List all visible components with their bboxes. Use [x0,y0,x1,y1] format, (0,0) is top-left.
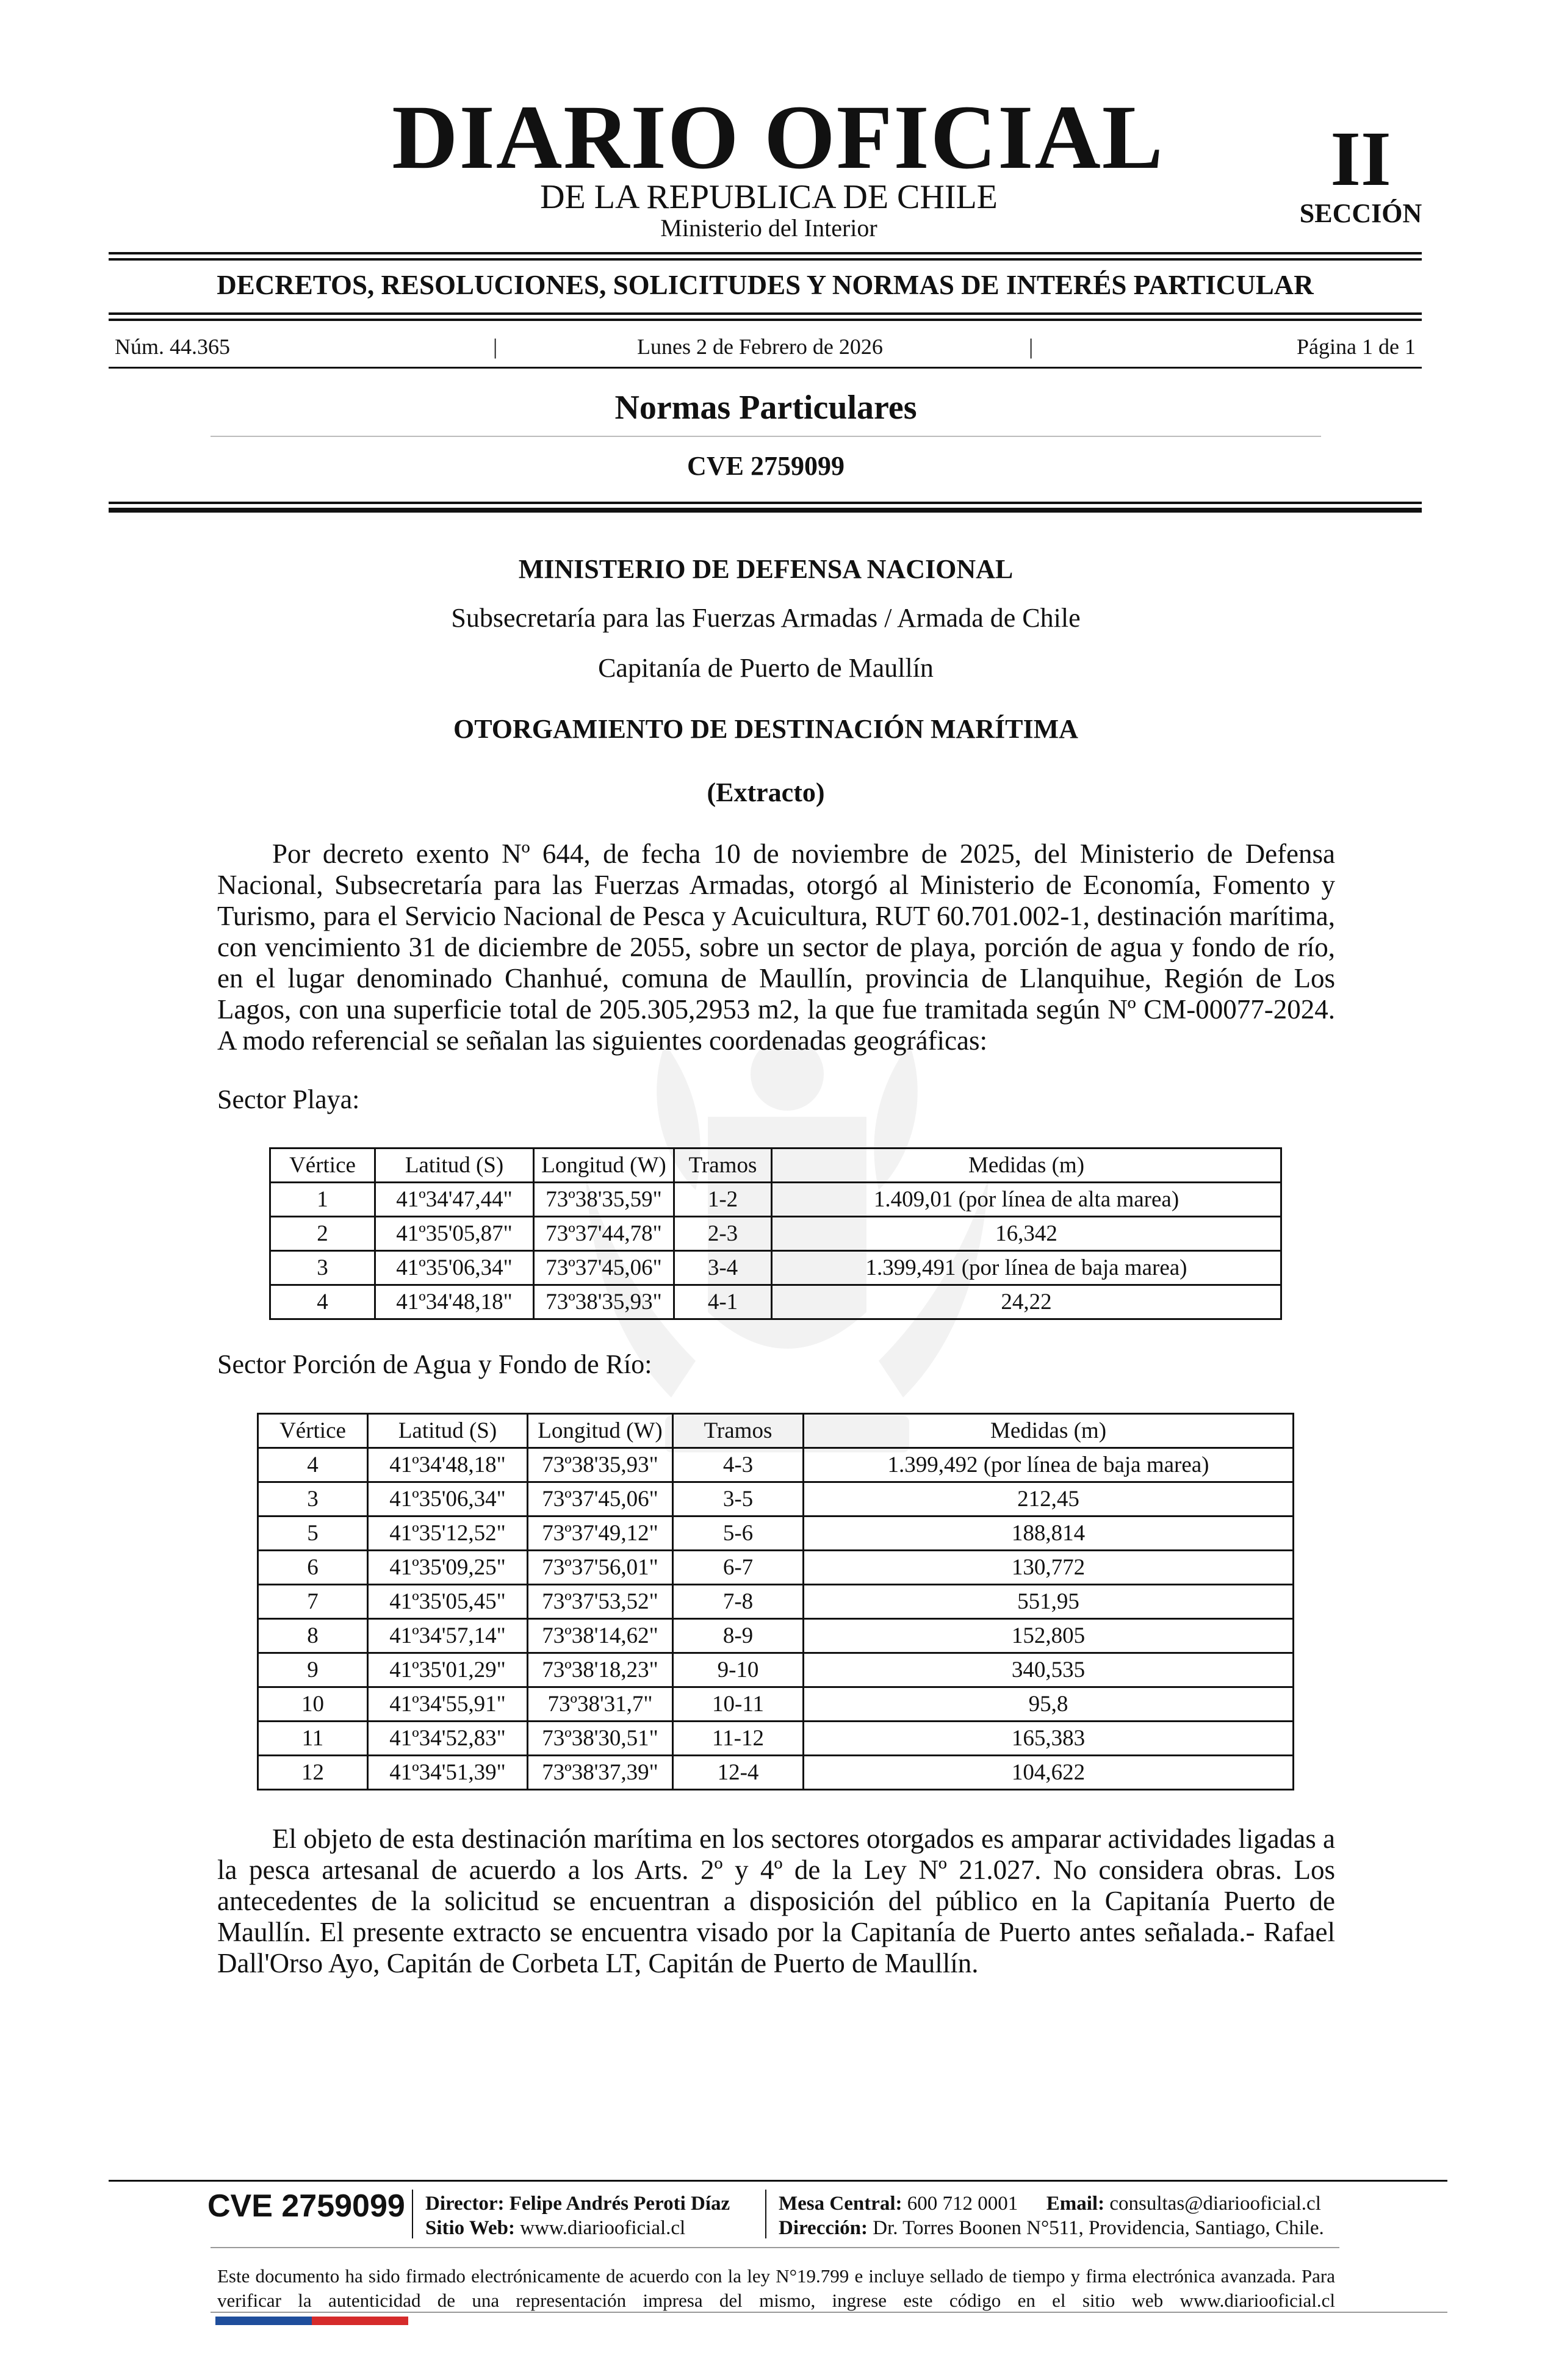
sector-agua-label: Sector Porción de Agua y Fondo de Río: [217,1349,652,1379]
address-value: Dr. Torres Boonen N°511, Providencia, Santiago, Chile. [873,2217,1324,2239]
table-cell: 1.399,492 (por línea de baja marea) [804,1448,1294,1482]
table-cell: 165,383 [804,1722,1294,1756]
table-cell: 11 [258,1722,368,1756]
col-header: Vértice [258,1414,368,1448]
footer-divider-2 [765,2190,766,2238]
site-link[interactable]: www.diariooficial.cl [520,2217,686,2239]
footer-cve-code: CVE 2759099 [207,2188,405,2224]
table-row [258,1585,1294,1619]
site-label: Sitio Web: [425,2217,516,2239]
table-cell: 41º35'09,25" [368,1551,528,1585]
col-header: Medidas (m) [804,1414,1294,1448]
table-cell: 41º34'51,39" [368,1756,528,1790]
table-cell: 95,8 [804,1687,1294,1722]
table-cell: 41º34'47,44" [375,1183,534,1217]
paragraph-decree-text: Por decreto exento Nº 644, de fecha 10 de noviembre de 2025, del Ministerio de Defensa Nacional, Subsecretaría para las Fuerzas Armadas, otorgó al Ministerio de Economía, Fomento y Turismo, para el Servicio Nacional de Pesca y Acuicultura, RUT 60.701.002-1, destinación marítima, con vencimiento 31 de diciembre de 2055, sobre un sector de playa, porción de agua y fondo de río, en el lugar denominado Chanhué, comuna de Maullín, provincia de Llanquihue, Región de Los Lagos, con una superficie total de 205.305,2953 m2, la que fue tramitada según Nº CM-00077-2024. A modo referencial se señalan las siguientes coordenadas geográficas: [217,838,1335,1056]
table-row [258,1687,1294,1722]
col-header: Tramos [673,1414,804,1448]
table-cell: 9 [258,1653,368,1687]
table-cell: 340,535 [804,1653,1294,1687]
col-header: Longitud (W) [528,1414,673,1448]
footer-rule-bottom [211,2312,1447,2313]
table-cell: 6-7 [673,1551,804,1585]
table-cell: 73º37'53,52" [528,1585,673,1619]
cve-rule-1 [109,502,1422,504]
section-label: SECCIÓN [1299,198,1422,228]
table-cell: 4 [270,1285,375,1319]
document-ministry: MINISTERIO DE DEFENSA NACIONAL [518,554,1014,584]
table-cell: 73º38'37,39" [528,1756,673,1790]
table-cell: 41º35'06,34" [368,1482,528,1516]
table-cell: 4 [258,1448,368,1482]
table-cell: 11-12 [673,1722,804,1756]
section-title-rule [211,436,1321,437]
disclaimer-text: Este documento ha sido firmado electrónicamente de acuerdo con la ley N°19.799 e incluye sellado de tiempo y firma electrónica avanzada. Para verificar la autenticidad de una representación impresa del mismo, ingrese este código en el sitio web www.diariooficial.cl [217,2265,1335,2311]
paragraph-decree [217,838,1335,1056]
category-rule-1 [109,312,1422,315]
table-cell: 41º34'52,83" [368,1722,528,1756]
table-row [258,1722,1294,1756]
table-cell: 73º37'44,78" [534,1217,674,1251]
flag-stripe-red [312,2317,408,2325]
table-row [258,1516,1294,1551]
cve-rule-2 [109,508,1422,513]
flag-stripe-blue [215,2317,312,2325]
table-row [258,1653,1294,1687]
section-number: II [1330,115,1391,202]
table-cell: 73º37'45,06" [528,1482,673,1516]
col-header: Tramos [674,1149,772,1183]
table-cell: 12-4 [673,1756,804,1790]
paragraph-purpose [217,1823,1335,1979]
table-cell: 3-5 [673,1482,804,1516]
document-title: OTORGAMIENTO DE DESTINACIÓN MARÍTIMA [453,714,1078,744]
col-header: Medidas (m) [772,1149,1281,1183]
footer-divider-1 [412,2190,413,2238]
separator-1: | [493,334,498,359]
issue-number: Núm. 44.365 [115,334,230,359]
table-cell: 104,622 [804,1756,1294,1790]
table-cell: 41º34'57,14" [368,1619,528,1653]
table-cell: 41º34'55,91" [368,1687,528,1722]
director-name: Felipe Andrés Peroti Díaz [509,2193,730,2215]
mesa-label: Mesa Central: [779,2193,902,2215]
table-cell: 73º38'31,7" [528,1687,673,1722]
document-subtitle: (Extracto) [707,777,825,807]
separator-2: | [1029,334,1034,359]
table-cell: 73º38'35,59" [534,1183,674,1217]
mesa-phone: 600 712 0001 [907,2193,1018,2215]
email-link[interactable]: consultas@diariooficial.cl [1109,2193,1321,2215]
table-cell: 188,814 [804,1516,1294,1551]
issue-info-rule [109,367,1422,369]
category-heading: DECRETOS, RESOLUCIONES, SOLICITUDES Y NORMAS DE INTERÉS PARTICULAR [217,270,1314,300]
footer-disclaimer [217,2264,1335,2313]
table-cell: 3-4 [674,1251,772,1285]
table-cell: 41º35'12,52" [368,1516,528,1551]
table-cell: 8-9 [673,1619,804,1653]
table-cell: 10-11 [673,1687,804,1722]
document-office: Capitanía de Puerto de Maullín [598,653,934,683]
address-label: Dirección: [779,2217,868,2239]
table-cell: 73º37'56,01" [528,1551,673,1585]
table-cell: 73º38'14,62" [528,1619,673,1653]
director-label: Director: [425,2193,505,2215]
table-cell: 73º38'18,23" [528,1653,673,1687]
table-cell: 73º38'30,51" [528,1722,673,1756]
table-cell: 152,805 [804,1619,1294,1653]
table-row [270,1285,1281,1319]
paragraph-purpose-text: El objeto de esta destinación marítima en los sectores otorgados es amparar actividades ligadas a la pesca artesanal de acuerdo a los Arts. 2º y 4º de la Ley Nº 21.027. No considera obras. Los antecedentes de la solicitud se encuentran a disposición del público en la Capitanía Puerto de Maullín. El presente extracto se encuentra visado por la Capitanía de Puerto antes señalada.- Rafael Dall'Orso Ayo, Capitán de Corbeta LT, Capitán de Puerto de Maullín. [217,1823,1335,1978]
footer-rule-top [109,2180,1447,2182]
table-cell: 41º34'48,18" [368,1448,528,1482]
table-cell: 73º37'45,06" [534,1251,674,1285]
footer-director [425,2194,730,2214]
table-row [258,1482,1294,1516]
table-cell: 551,95 [804,1585,1294,1619]
table-cell: 8 [258,1619,368,1653]
table-cell: 5-6 [673,1516,804,1551]
table-cell: 6 [258,1551,368,1585]
table-cell: 130,772 [804,1551,1294,1585]
section-title: Normas Particulares [614,389,917,427]
table-cell: 4-1 [674,1285,772,1319]
table-cell: 2 [270,1217,375,1251]
table-row [270,1251,1281,1285]
table-cell: 3 [270,1251,375,1285]
col-header: Longitud (W) [534,1149,674,1183]
table-cell: 73º38'35,93" [528,1448,673,1482]
table-cell: 1.399,491 (por línea de baja marea) [772,1251,1281,1285]
table-cell: 24,22 [772,1285,1281,1319]
footer-mesa-central [779,2194,1321,2214]
table-row [270,1183,1281,1217]
table-cell: 73º38'35,93" [534,1285,674,1319]
table-cell: 41º35'05,87" [375,1217,534,1251]
table-cell: 41º35'01,29" [368,1653,528,1687]
cve-code: CVE 2759099 [687,451,845,481]
table-row [258,1448,1294,1482]
table-cell: 3 [258,1482,368,1516]
footer-rule-mid [211,2247,1339,2248]
table-cell: 41º34'48,18" [375,1285,534,1319]
table-header-row [258,1414,1294,1448]
table-cell: 7 [258,1585,368,1619]
table-cell: 9-10 [673,1653,804,1687]
footer-site [425,2218,685,2238]
col-header: Latitud (S) [368,1414,528,1448]
table-cell: 4-3 [673,1448,804,1482]
sector-playa-label: Sector Playa: [217,1084,360,1114]
col-header: Latitud (S) [375,1149,534,1183]
document-subsecretary: Subsecretaría para las Fuerzas Armadas / Armada de Chile [451,603,1081,633]
email-label: Email: [1046,2193,1105,2215]
table-cell: 41º35'06,34" [375,1251,534,1285]
table-row [270,1217,1281,1251]
table-cell: 5 [258,1516,368,1551]
table-cell: 73º37'49,12" [528,1516,673,1551]
table-cell: 41º35'05,45" [368,1585,528,1619]
sector-agua-table [257,1413,1294,1790]
table-row [258,1619,1294,1653]
table-row [258,1756,1294,1790]
newspaper-subtitle: DE LA REPUBLICA DE CHILE [540,178,998,216]
header-rule-top-1 [109,252,1422,254]
table-cell: 1.409,01 (por línea de alta marea) [772,1183,1281,1217]
table-cell: 1 [270,1183,375,1217]
sector-playa-table [269,1147,1282,1320]
table-cell: 212,45 [804,1482,1294,1516]
header-rule-top-2 [109,258,1422,261]
issue-info-row [109,333,1422,361]
table-header-row [270,1149,1281,1183]
col-header: Vértice [270,1149,375,1183]
table-cell: 1-2 [674,1183,772,1217]
category-rule-2 [109,319,1422,321]
table-row [258,1551,1294,1585]
page-indicator: Página 1 de 1 [1297,334,1416,359]
newspaper-title: DIARIO OFICIAL [392,87,1164,188]
issue-date: Lunes 2 de Febrero de 2026 [637,334,883,359]
table-cell: 7-8 [673,1585,804,1619]
table-cell: 12 [258,1756,368,1790]
table-cell: 16,342 [772,1217,1281,1251]
table-cell: 10 [258,1687,368,1722]
header-ministry: Ministerio del Interior [660,214,877,242]
footer-address [779,2218,1324,2238]
table-cell: 2-3 [674,1217,772,1251]
